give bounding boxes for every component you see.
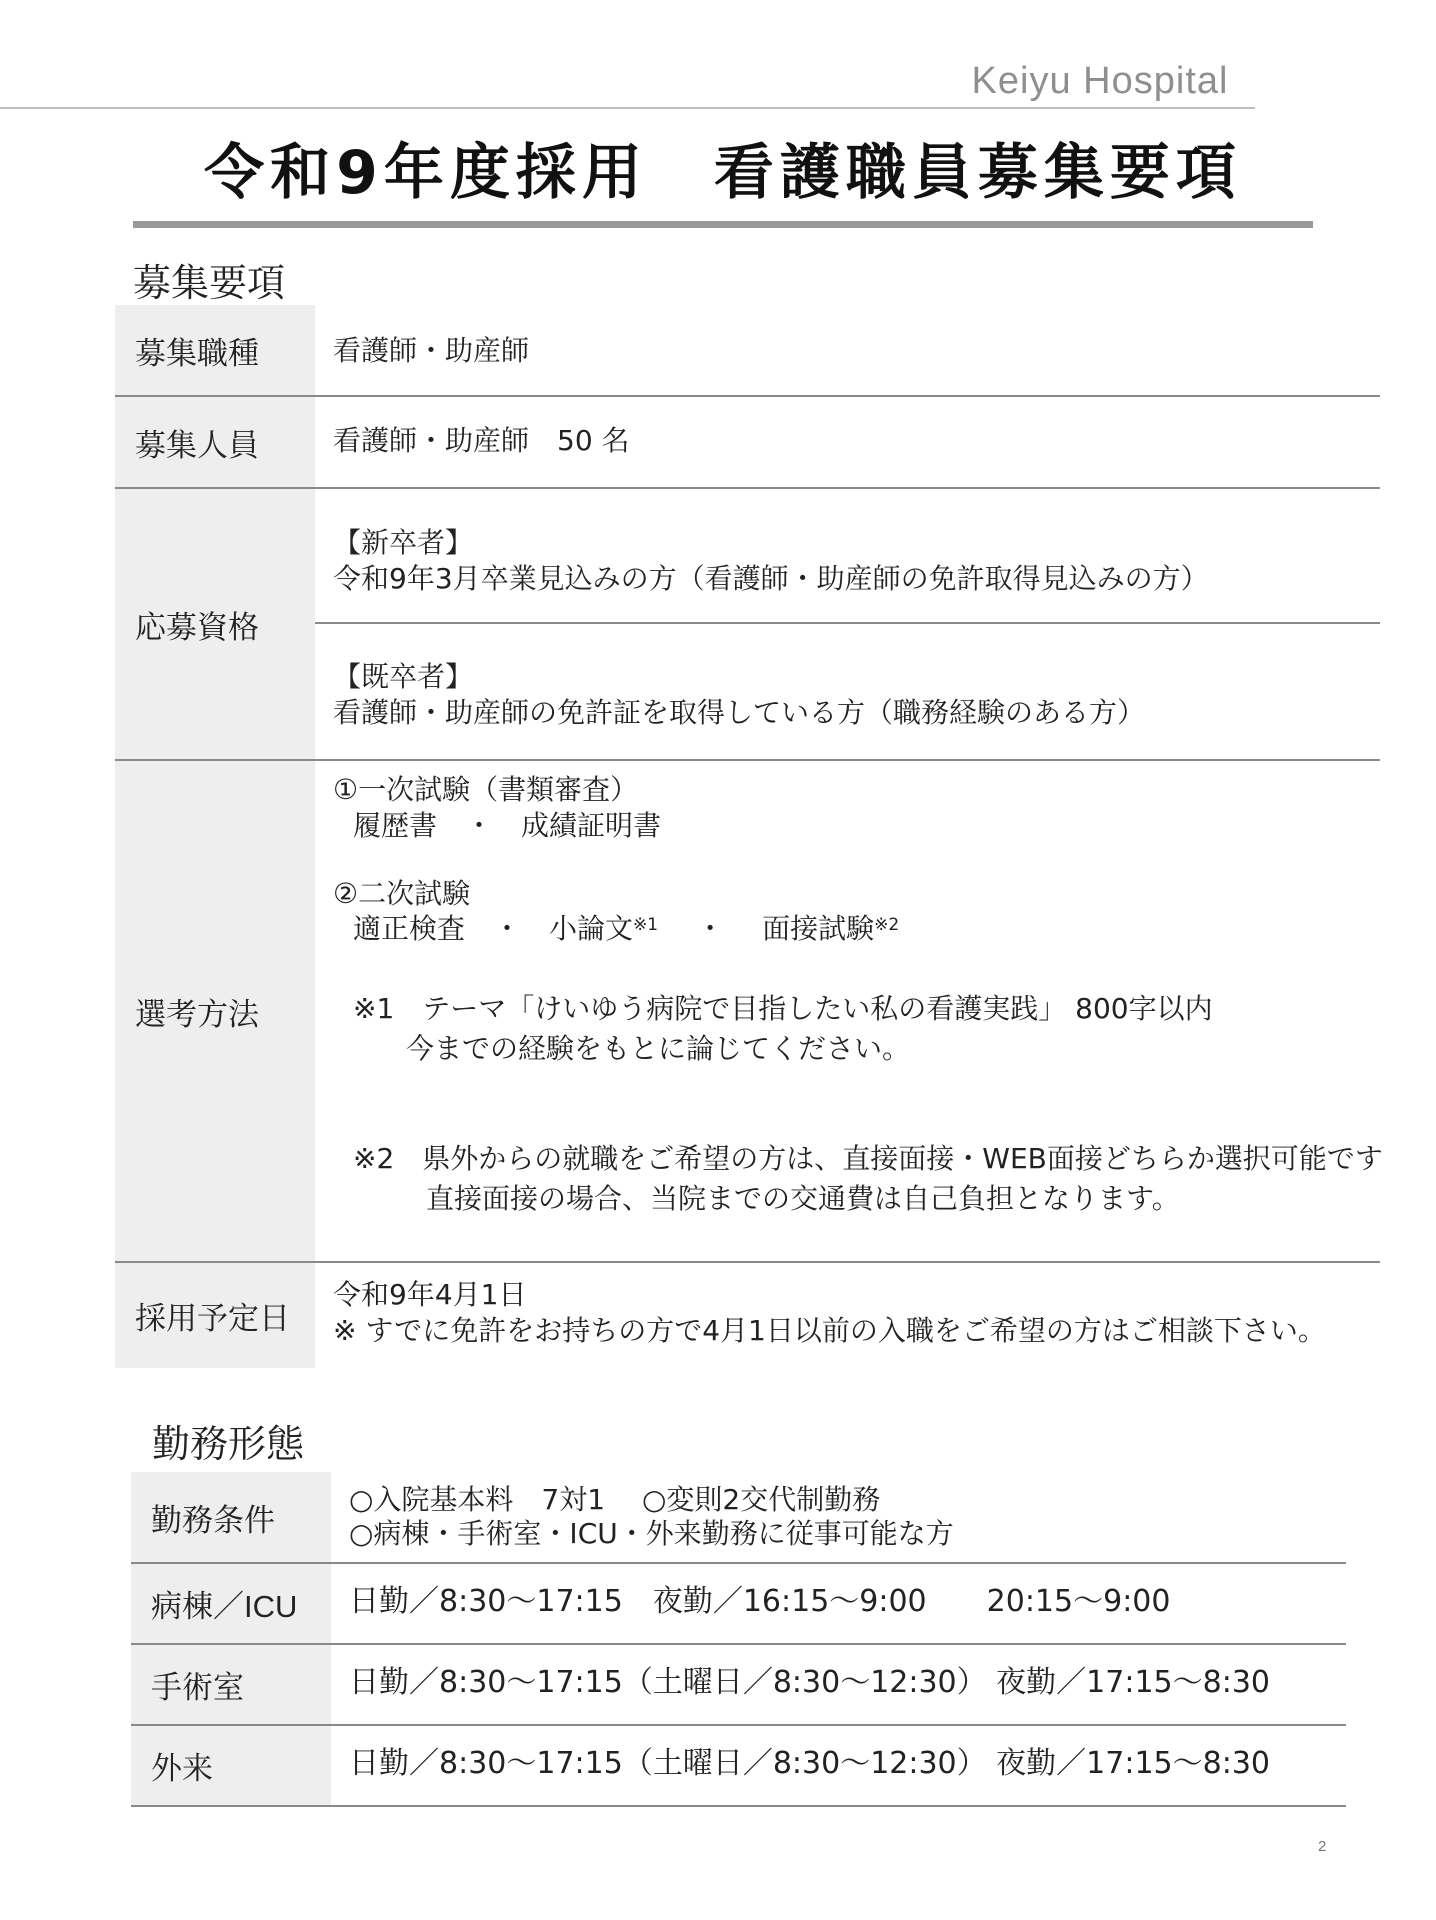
exam2-title: ②二次試験 bbox=[333, 877, 471, 910]
ward-hours: 日勤／8:30～17:15 夜勤／16:15～9:00 20:15～9:00 bbox=[349, 1584, 1171, 1619]
row-count bbox=[115, 397, 1380, 487]
qual-exp-block bbox=[333, 659, 1145, 731]
exam2-separator: ・ bbox=[696, 912, 725, 945]
conditions-line2: ○病棟・手術室・ICU・外来勤務に従事可能な方 bbox=[349, 1517, 954, 1550]
outpatient-hours: 日勤／8:30～17:15（土曜日／8:30～12:30） 夜勤／17:15～8:30 bbox=[349, 1746, 1271, 1781]
row-start-date bbox=[115, 1263, 1380, 1368]
note1-line1: ※1 テーマ「けいゆう病院で目指したい私の看護実践」 800字以内 bbox=[353, 992, 1213, 1025]
row-job bbox=[115, 305, 1380, 395]
row-outpatient bbox=[131, 1726, 1346, 1805]
title-underline bbox=[133, 221, 1313, 228]
section-heading-work: 勤務形態 bbox=[152, 1422, 305, 1466]
exam1-items: 履歴書 ・ 成績証明書 bbox=[353, 809, 662, 842]
exam2-interview: 面接試験 bbox=[762, 912, 875, 945]
recruitment-table bbox=[115, 305, 1383, 1360]
row-operating-room bbox=[131, 1645, 1346, 1724]
label-job: 募集職種 bbox=[115, 305, 315, 395]
selection-content bbox=[333, 761, 1383, 1261]
label-conditions: 勤務条件 bbox=[131, 1472, 331, 1562]
sub-row-divider bbox=[315, 622, 1380, 624]
value-job: 看護師・助産師 bbox=[333, 334, 530, 367]
qual-exp-title: 【既卒者】 bbox=[333, 660, 474, 693]
section-heading-recruitment: 募集要項 bbox=[133, 261, 286, 305]
footnote-ref-2: ※2 bbox=[874, 915, 900, 935]
label-outpatient: 外来 bbox=[131, 1726, 331, 1805]
label-qualifications: 応募資格 bbox=[115, 489, 315, 759]
note2-line1: ※2 県外からの就職をご希望の方は、直接面接・WEB面接どちらか選択可能です bbox=[353, 1142, 1383, 1175]
conditions-block bbox=[349, 1483, 954, 1551]
note2-line2: 直接面接の場合、当院までの交通費は自己負担となります。 bbox=[426, 1182, 1180, 1215]
start-date-note: ※ すでに免許をお持ちの方で4月1日以前の入職をご希望の方はご相談下さい。 bbox=[333, 1314, 1326, 1347]
start-date-value: 令和9年4月1日 bbox=[333, 1278, 527, 1311]
work-table bbox=[131, 1472, 1346, 1807]
row-selection bbox=[115, 761, 1383, 1261]
footnote-ref-1: ※1 bbox=[633, 915, 659, 935]
exam2-items bbox=[353, 911, 899, 947]
qual-new-block bbox=[333, 525, 1209, 597]
label-selection: 選考方法 bbox=[115, 761, 315, 1261]
qual-exp-text: 看護師・助産師の免許証を取得している方（職務経験のある方） bbox=[333, 696, 1146, 729]
conditions-line1: ○入院基本料 7対1 ○変則2交代制勤務 bbox=[349, 1483, 881, 1516]
page-number: 2 bbox=[1318, 1838, 1327, 1855]
row-conditions bbox=[131, 1472, 1346, 1562]
row-ward bbox=[131, 1564, 1346, 1643]
page-title: 令和9年度採用 看護職員募集要項 bbox=[204, 138, 1242, 208]
exam2-essay: 適正検査 ・ 小論文 bbox=[353, 912, 634, 945]
label-ward: 病棟／ICU bbox=[131, 1564, 331, 1643]
operating-room-hours: 日勤／8:30～17:15（土曜日／8:30～12:30） 夜勤／17:15～8:30 bbox=[349, 1665, 1271, 1700]
label-start-date: 採用予定日 bbox=[115, 1263, 315, 1368]
qual-new-text: 令和9年3月卒業見込みの方（看護師・助産師の免許取得見込みの方） bbox=[333, 562, 1209, 595]
note1-line2: 今までの経験をもとに論じてください。 bbox=[406, 1032, 911, 1065]
row-divider bbox=[131, 1805, 1346, 1807]
label-count: 募集人員 bbox=[115, 397, 315, 487]
row-qualifications bbox=[115, 489, 1380, 759]
start-date-block bbox=[333, 1277, 1326, 1349]
hospital-name: Keiyu Hospital bbox=[971, 60, 1229, 102]
qual-new-title: 【新卒者】 bbox=[333, 526, 474, 559]
label-operating-room: 手術室 bbox=[131, 1645, 331, 1724]
value-count: 看護師・助産師 50 名 bbox=[333, 424, 630, 457]
exam1-title: ①一次試験（書類審査） bbox=[333, 773, 639, 806]
header-rule bbox=[0, 107, 1255, 109]
